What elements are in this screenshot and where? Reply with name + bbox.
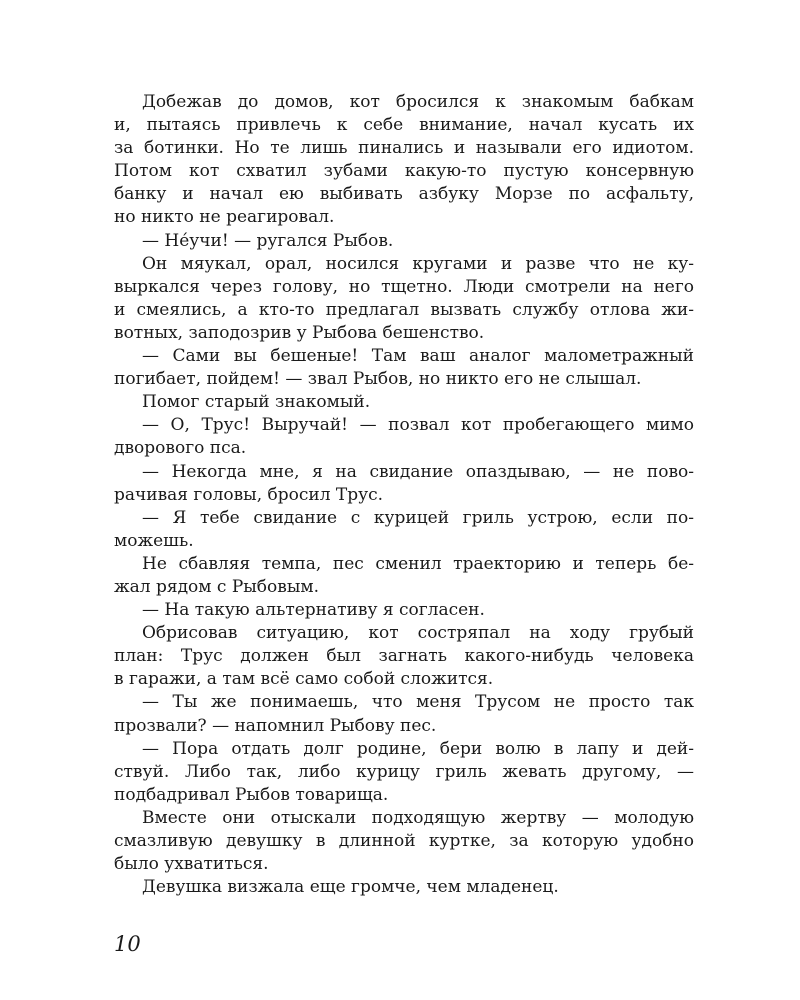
text-line: подбадривал Рыбов товарища. (114, 784, 389, 805)
text-line: Помог старый знакомый. (142, 392, 371, 413)
text-line: — На такую альтернативу я согласен. (142, 600, 485, 621)
text-line: и, пытаясь привлечь к себе внимание, начал кусать их (114, 115, 694, 136)
text-line: в гаражи, а там всё само собой сложится. (114, 669, 494, 690)
text-line: — О, Трус! Выручай! — позвал кот пробегающего мимо (142, 415, 694, 436)
text-line: ствуй. Либо так, либо курицу гриль жевать другому, — (114, 761, 694, 782)
text-line: — Сами вы бешеные! Там ваш аналог малометражный (142, 346, 694, 367)
text-line: Вместе они отыскали подходящую жертву — молодую (142, 807, 694, 828)
text-line: вотных, заподозрив у Рыбова бешенство. (114, 322, 485, 343)
text-line: прозвали? — напомнил Рыбову пес. (114, 715, 437, 736)
text-line: Добежав до домов, кот бросился к знакомым бабкам (142, 92, 694, 112)
text-line: дворового пса. (114, 438, 247, 459)
text-line: смазливую девушку в длинной куртке, за которую удобно (114, 831, 694, 851)
text-line: но никто не реагировал. (114, 207, 335, 228)
text-line: было ухватиться. (114, 854, 269, 875)
text-line: можешь. (114, 530, 194, 551)
page-number: 10 (114, 932, 141, 956)
text-line: Он мяукал, орал, носился кругами и разве что не ку- (142, 253, 694, 274)
text-line: — Пора отдать долг родине, бери волю в лапу и дей- (142, 738, 694, 759)
text-line: погибает, пойдем! — звал Рыбов, но никто его не слышал. (114, 369, 642, 390)
text-line: Девушка визжала еще громче, чем младенец. (142, 877, 559, 898)
text-line: за ботинки. Но те лишь пинались и называли его идиотом. (114, 138, 694, 159)
text-line: — Ты же понимаешь, что меня Трусом не просто так (142, 692, 694, 713)
text-line: банку и начал ею выбивать азбуку Морзе по асфальту, (114, 184, 694, 205)
text-line: — Не́учи! — ругался Рыбов. (142, 230, 394, 251)
text-line: план: Трус должен был загнать какого-нибудь человека (114, 646, 694, 667)
text-line: Обрисовав ситуацию, кот состряпал на ходу грубый (142, 623, 694, 644)
text-line: и смеялись, а кто-то предлагал вызвать службу отлова жи- (114, 299, 694, 320)
text-line: выркался через голову, но тщетно. Люди смотрели на него (114, 276, 694, 297)
text-line: Не сбавляя темпа, пес сменил траекторию и теперь бе- (142, 553, 694, 574)
text-line: Потом кот схватил зубами какую-то пустую консервную (114, 161, 694, 182)
text-line: жал рядом с Рыбовым. (114, 576, 320, 597)
text-line: — Некогда мне, я на свидание опаздываю, — не пово- (142, 461, 694, 482)
body-text (114, 91, 694, 899)
text-line: — Я тебе свидание с курицей гриль устрою, если по- (142, 507, 694, 528)
text-line: рачивая головы, бросил Трус. (114, 484, 384, 505)
